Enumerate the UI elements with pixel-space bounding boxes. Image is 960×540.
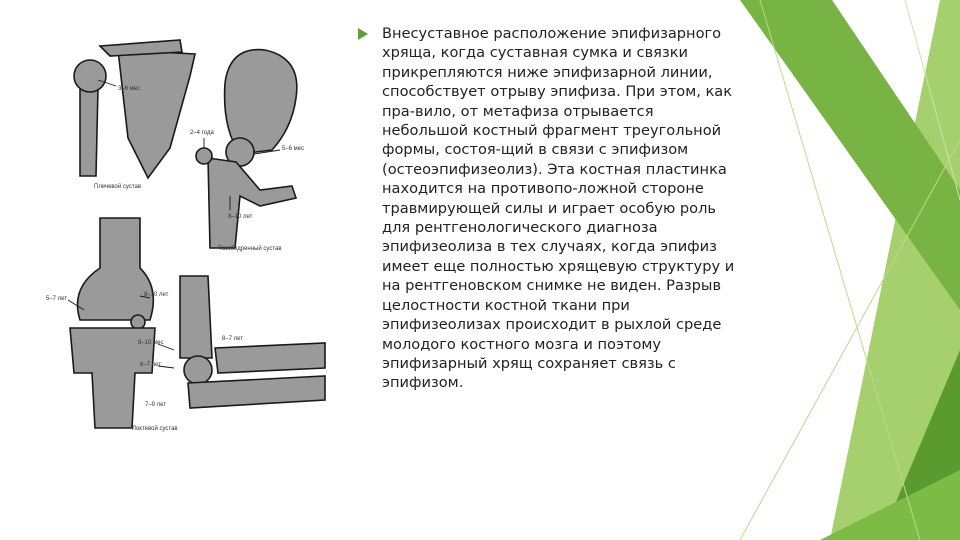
elbow-age-1-label: 8–10 мес — [138, 340, 164, 346]
elbow-age-3-label: 8–7 лет — [222, 336, 244, 342]
knee-age-right-label: 8–10 лет — [144, 292, 169, 298]
hip-age-bottom-label: 8–10 лет — [228, 214, 253, 220]
body-paragraph: Внесуставное расположение эпифизарного хряща, когда суставная сумка и связки прикрепляются ниже эпифизарной линии, способствует отрыву эпифиза. При этом, как пра-вило, от метафиза отрывается небольшой костный фрагмент треугольной формы, состоя-щий в связи с эпифизом (остеоэпифизеолиз). Эта костная пластинка находится на противопо-ложной стороне травмирующей силы и играет особую роль для рентгенологического диагноза эпифизеолиза в тех случаях, когда эпифиз имеет еще полностью хрящевую структуру и на рентгеновском снимке не виден. Разрыв целостности костной ткани при эпифизеолизах происходит в рыхлой среде молодого костного мозга и поэтому эпифизарный хрящ сохраняет связь с эпифизом. — [382, 25, 735, 392]
decor-mid-triangle — [740, 0, 960, 310]
elbow-age-4-label: 7–9 лет — [145, 402, 167, 408]
hip-caption: Тазобедренный сустав — [218, 246, 282, 252]
shoulder-caption: Плечевой сустав — [94, 184, 142, 190]
hip-age-left-label: 2–4 года — [190, 130, 214, 136]
knee-age-left-label: 5–7 лет — [46, 296, 68, 302]
hip-age-right-label: 5–6 мес — [282, 146, 305, 152]
shoulder-age-label: 3–6 мес — [118, 86, 141, 92]
elbow-age-2-label: 6–7 лет — [140, 362, 162, 368]
elbow-caption: Локтевой сустав — [132, 426, 178, 432]
